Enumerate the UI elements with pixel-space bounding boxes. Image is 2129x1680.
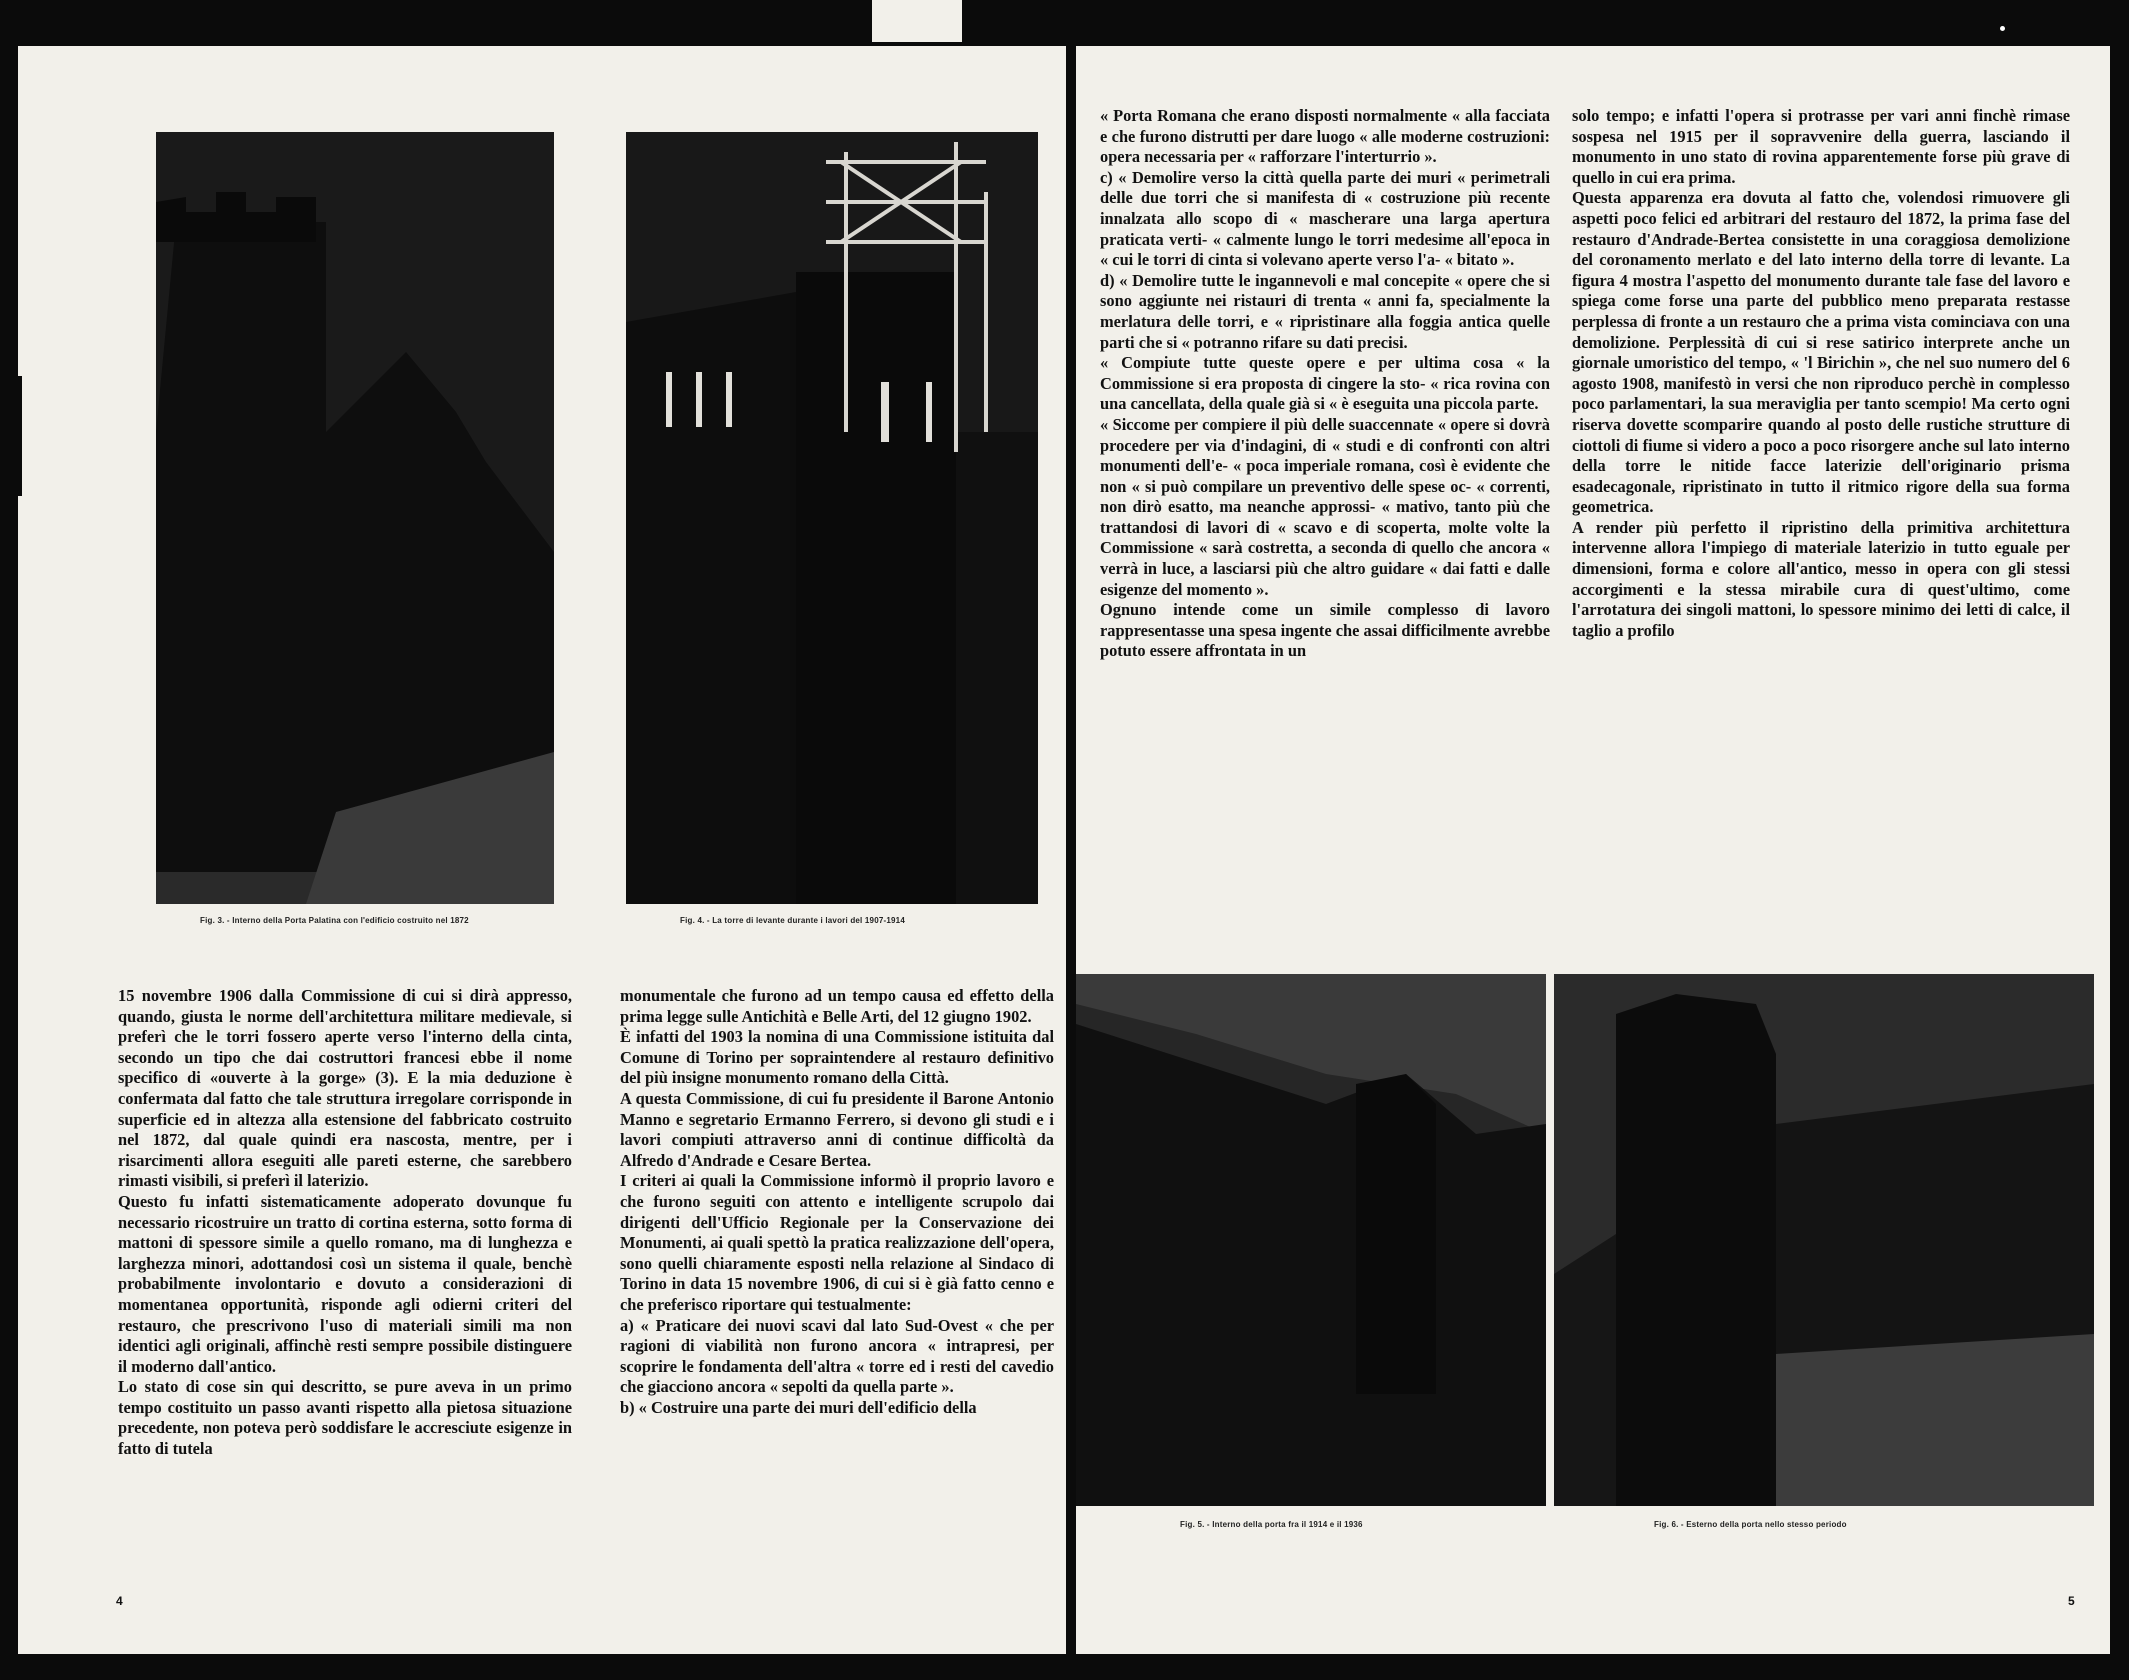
scan-edge-mark (2110, 46, 2116, 1654)
figures-5-6-photo-spread (1076, 974, 2094, 1506)
right-text-column-3 (1100, 106, 1550, 662)
right-text-column-4 (1572, 106, 2070, 641)
paragraph: « Siccome per compiere il più delle suaccennate « opere si dovrà procedere per via d'indagini, di « studi e di confronti con altri monumenti dell'e- « poca imperiale romana, così è evidente che non « si può compilare un preventivo delle spese oc- « correnti, non dirò esatto, ma neanche approssi- « mativo, tanto più che trattandosi di lavori di « scavo e di scoperta, molte volte la Commissione « sarà costretta, a seconda di quello che ancora « verrà in luce, a lasciarsi più che altro guidare « dai fatti e dalle esigenze del momento ». (1100, 414, 1550, 599)
figure-4-photo (626, 132, 1038, 904)
scan-top-mark (872, 0, 962, 42)
paragraph: a) « Praticare dei nuovi scavi dal lato Sud-Ovest « che per ragioni di viabilità non furono ancora « intrapresi, per scoprire le fondamenta dell'altra « torre ed i resti del cavedio che giacciono ancora « sepolti da quella parte ». (620, 1315, 1054, 1397)
paragraph: 15 novembre 1906 dalla Commissione di cui si dirà appresso, quando, giusta le norme dell'architettura militare medievale, si preferì che le torri fossero aperte verso l'interno della cinta, secondo un tipo che dai costruttori francesi ebbe il nome specifico di «ouverte à la gorge» (3). E la mia deduzione è confermata dal fatto che tale struttura irregolare corrisponde in superficie ed in altezza alla estensione del fabbricato costruito nel 1872, dal quale quindi era nascosta, mentre, per i risarcimenti allora eseguiti alle pareti esterne, che sarebbero rimasti visibili, si preferì il laterizio. (118, 986, 572, 1191)
scan-artifact (2000, 26, 2005, 31)
figure-4-caption: Fig. 4. - La torre di levante durante i lavori del 1907-1914 (680, 916, 905, 925)
paragraph: b) « Costruire una parte dei muri dell'edificio della (620, 1397, 977, 1417)
figure-5-caption: Fig. 5. - Interno della porta fra il 1914 e il 1936 (1180, 1520, 1363, 1529)
paragraph: Ognuno intende come un simile complesso di lavoro rappresentasse una spesa ingente che assai difficilmente avrebbe potuto essere affrontata in un (1100, 600, 1550, 661)
paragraph: d) « Demolire tutte le ingannevoli e mal concepite « opere che si sono aggiunte nei ristauri di trenta « anni fa, specialmente la merlatura delle torri, e « ripristinare alla foggia antica quelle parti che si « potranno rifare su dati precisi. (1100, 270, 1550, 352)
figure-3-caption: Fig. 3. - Interno della Porta Palatina con l'edificio costruito nel 1872 (200, 916, 469, 925)
page-number: 4 (116, 1594, 123, 1608)
scan-edge-mark (18, 376, 22, 496)
paragraph: solo tempo; e infatti l'opera si protrasse per vari anni finchè rimase sospesa nel 1915 per il sopravvenire della guerra, lasciando il monumento in uno stato di rovina apparentemente forse più grave di quello in cui era prima. (1572, 106, 2070, 187)
paragraph: A questa Commissione, di cui fu presidente il Barone Antonio Manno e segretario Ermanno Ferrero, si devono gli studi e i lavori compiuti attraverso anni di continue difficoltà da Alfredo d'Andrade e Cesare Bertea. (620, 1088, 1054, 1170)
paragraph: c) « Demolire verso la città quella parte dei muri « perimetrali delle due torri che si manifesta di « costruzione più recente innalzata allo scopo di « mascherare una larga apertura praticata verti- « calmente lungo le torri medesime all'epoca in « cui le torri di cinta si volevano aperte verso l'a- « bitato ». (1100, 167, 1550, 270)
page-number: 5 (2068, 1594, 2075, 1608)
paragraph: È infatti del 1903 la nomina di una Commissione istituita dal Comune di Torino per sopraintendere al restauro definitivo del più insigne monumento romano della Città. (620, 1027, 1054, 1088)
paragraph: Questo fu infatti sistematicamente adoperato dovunque fu necessario ricostruire un tratto di cortina esterna, sotto forma di mattoni di spessore simile a quello romano, ma di lunghezza e larghezza minori, adottandosi così un sistema il quale, benchè probabilmente involontario e dovuto a considerazioni di momentanea opportunità, risponde agli odierni criteri del restauro, che prescrivono l'uso di materiali simili ma non identici agli originali, affinchè resti sempre possibile distinguere il moderno dall'antico. (118, 1191, 572, 1376)
left-text-column-2 (620, 986, 1054, 1418)
paragraph: « Compiute tutte queste opere e per ultima cosa « la Commissione si era proposta di cingere la sto- « rica rovina con una cancellata, della quale già si « è eseguita una piccola parte. (1100, 353, 1550, 414)
left-page (18, 46, 1066, 1654)
paragraph: monumentale che furono ad un tempo causa ed effetto della prima legge sulle Antichità e Belle Arti, del 12 giugno 1902. (620, 986, 1054, 1026)
paragraph: I criteri ai quali la Commissione informò il proprio lavoro e che furono seguiti con attento e intelligente scrupolo dai dirigenti dell'Ufficio Regionale per la Conservazione dei Monumenti, ai quali spettò la pratica realizzazione dell'opera, sono quelli chiaramente esposti nella relazione al Sindaco di Torino in data 15 novembre 1906, di cui si è già fatto cenno e che preferisco riportare qui testualmente: (620, 1171, 1054, 1314)
figure-3-photo (156, 132, 554, 904)
paragraph: « Porta Romana che erano disposti normalmente « alla facciata e che furono distrutti per dare luogo « alle moderne costruzioni: opera necessaria per « rafforzare l'interturrio ». (1100, 106, 1550, 167)
right-page (1076, 46, 2116, 1654)
paragraph: Lo stato di cose sin qui descritto, se pure aveva in un primo tempo costituito un passo avanti rispetto alla pietosa situazione precedente, non poteva però soddisfare le accresciute esigenze in fatto di tutela (118, 1377, 572, 1459)
paragraph: Questa apparenza era dovuta al fatto che, volendosi rimuovere gli aspetti poco felici ed arbitrari del restauro del 1872, la prima fase del restauro d'Andrade-Bertea consistette in una coraggiosa demolizione del coronamento merlato e del lato interno della torre di levante. La figura 4 mostra l'aspetto del monumento durante tale fase del lavoro e spiega come forse una parte del pubblico meno preparata restasse perplessa di fronte a un restauro che a prima vista cominciava con una demolizione. Perplessità di cui si rese satirico interprete anche un giornale umoristico del tempo, « 'l Birichin », che nel suo numero del 6 agosto 1908, manifestò in versi che non riproduco perchè in complesso poco parlamentari, la sua meraviglia per tanto scempio! Ma certo ogni riserva dovette scomparire quando al posto delle rustiche strutture di ciottoli di fiume si videro a poco a poco risorgere anche sul lato interno della torre le nitide facce laterizie dell'originario prisma esadecagonale, ripristinato in tutto il ritmico rigore della sua forma geometrica. (1572, 188, 2070, 517)
paragraph: A render più perfetto il ripristino della primitiva architettura intervenne allora l'impiego di materiale laterizio in tutto eguale per dimensioni, forma e colore all'antico, messo in opera con gli stessi accorgimenti e la stessa mirabile cura di quest'ultimo, come l'arrotatura dei singoli mattoni, lo spessore minimo dei letti di calce, il taglio a profilo (1572, 517, 2070, 640)
figure-6-caption: Fig. 6. - Esterno della porta nello stesso periodo (1654, 1520, 1847, 1529)
left-text-column-1 (118, 986, 572, 1460)
